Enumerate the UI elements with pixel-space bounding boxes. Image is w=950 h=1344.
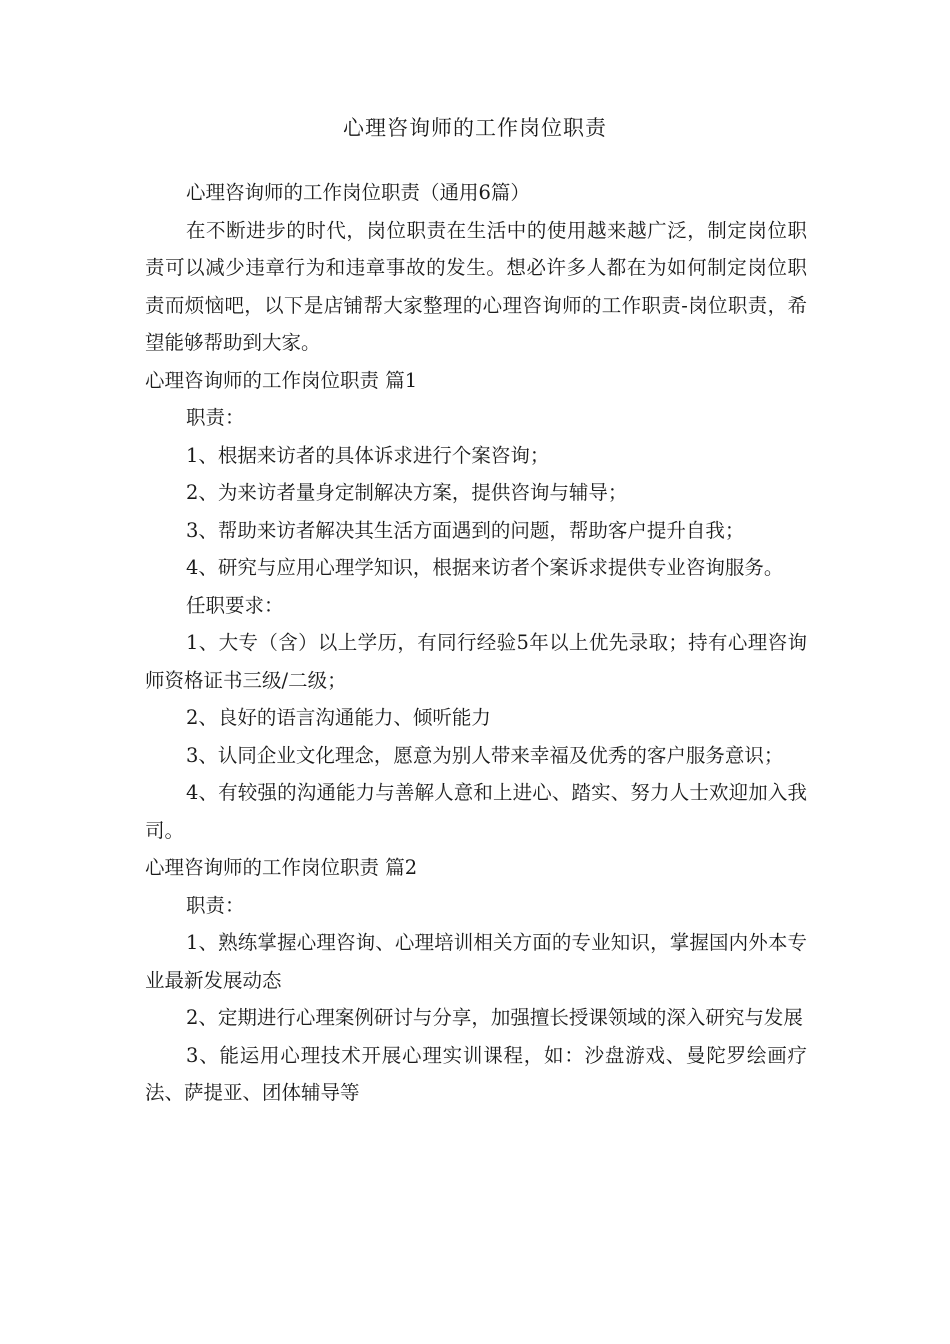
duty-item: 2、定期进行心理案例研讨与分享，加强擅长授课领域的深入研究与发展	[186, 1006, 803, 1029]
requirement-item: 1、大专（含）以上学历，有同行经验5年以上优先录取；持有心理咨询师资格证书三级/二级；	[145, 631, 807, 692]
requirements-label: 任职要求：	[186, 593, 284, 617]
requirement-item: 2、良好的语言沟通能力、倾听能力	[186, 706, 491, 729]
duty-item: 4、研究与应用心理学知识，根据来访者个案诉求提供专业咨询服务。	[186, 556, 784, 579]
duties-label: 职责：	[186, 406, 245, 429]
section-heading-1: 心理咨询师的工作岗位职责 篇1	[145, 368, 418, 392]
duty-item: 1、根据来访者的具体诉求进行个案咨询；	[186, 443, 550, 467]
duty-item: 2、为来访者量身定制解决方案，提供咨询与辅导；	[186, 481, 628, 504]
subtitle-paragraph: 心理咨询师的工作岗位职责（通用6篇）	[186, 181, 530, 204]
duty-item: 3、帮助来访者解决其生活方面遇到的问题，帮助客户提升自我；	[186, 518, 745, 542]
section-heading-2: 心理咨询师的工作岗位职责 篇2	[145, 856, 418, 879]
document-body	[145, 174, 807, 1112]
duties-label: 职责：	[186, 893, 245, 917]
document-title: 心理咨询师的工作岗位职责	[343, 116, 607, 140]
duty-item: 1、熟练掌握心理咨询、心理培训相关方面的专业知识，掌握国内外本专业最新发展动态	[145, 931, 807, 992]
requirement-item: 4、有较强的沟通能力与善解人意和上进心、踏实、努力人士欢迎加入我司。	[145, 781, 807, 842]
intro-paragraph: 在不断进步的时代，岗位职责在生活中的使用越来越广泛，制定岗位职责可以减少违章行为和违章事故的发生。想必许多人都在为如何制定岗位职责而烦恼吧，以下是店铺帮大家整理的心理咨询师的工作职责-岗位职责，希望能够帮助到大家。	[145, 218, 807, 354]
duty-item: 3、能运用心理技术开展心理实训课程，如：沙盘游戏、曼陀罗绘画疗法、萨提亚、团体辅导等	[145, 1043, 807, 1104]
requirement-item: 3、认同企业文化理念，愿意为别人带来幸福及优秀的客户服务意识；	[186, 743, 784, 767]
